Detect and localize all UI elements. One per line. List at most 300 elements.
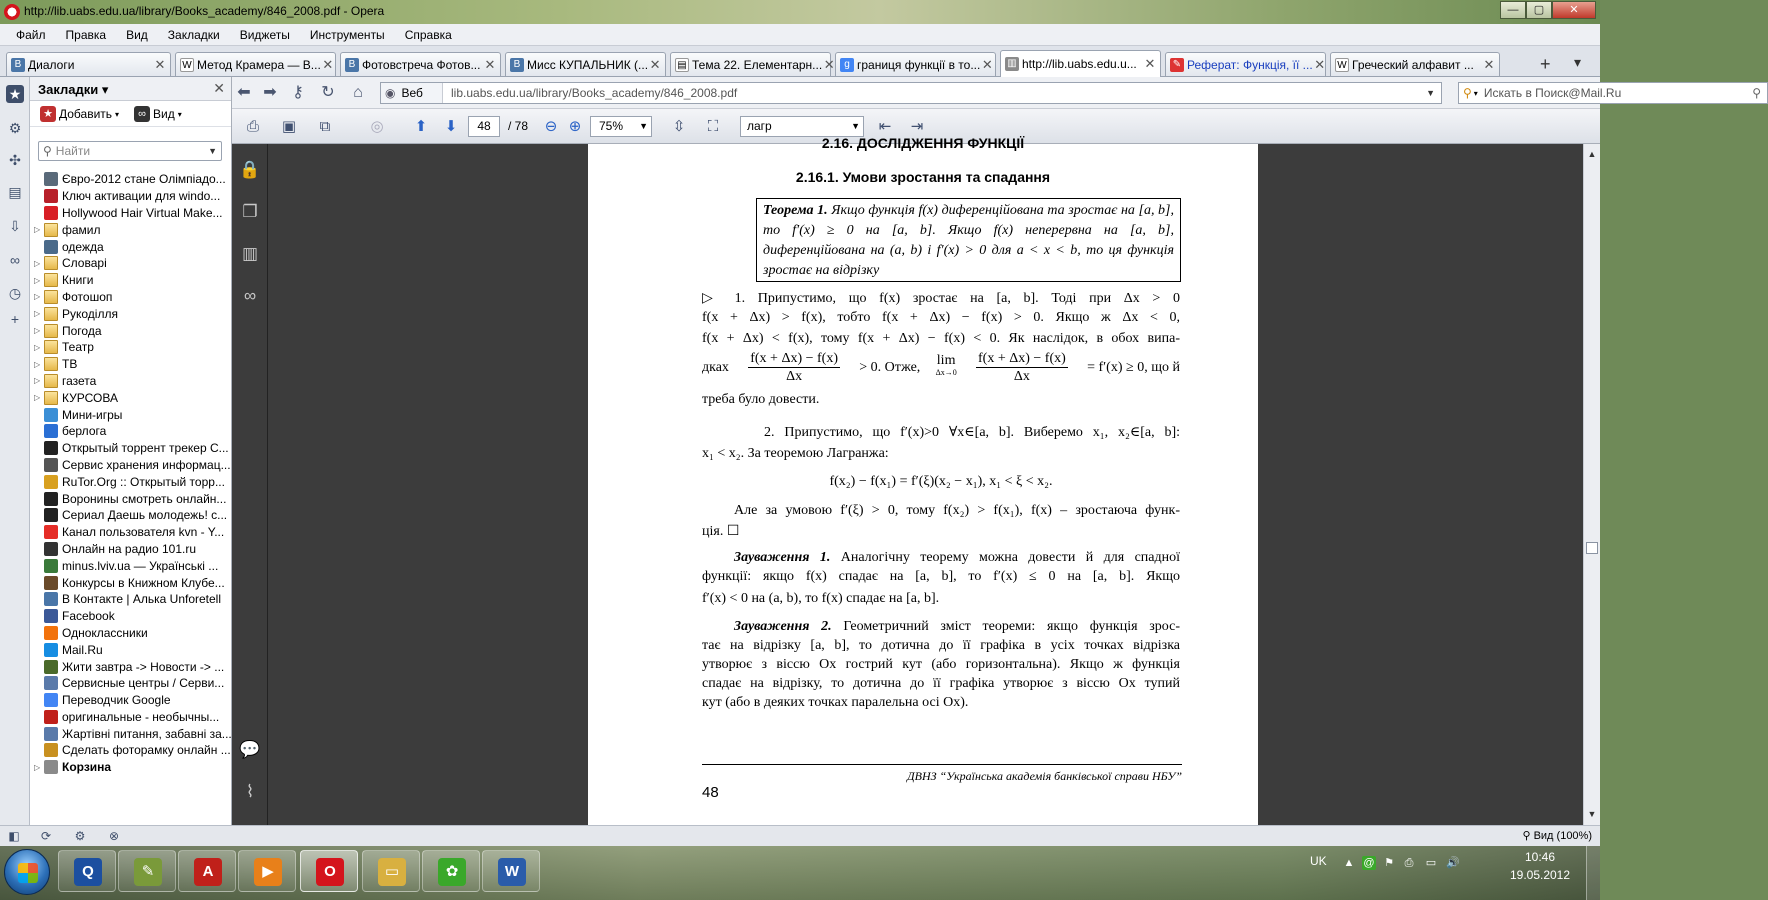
bookmark-label: Фотошоп [62,289,113,304]
bookmark-folder[interactable] [30,389,230,406]
qip-app-taskbar-button[interactable] [58,850,116,892]
zoom-out-button[interactable]: ⊖ [544,118,558,135]
folder-icon [44,223,58,237]
attachment-icon[interactable]: ⌇ [245,782,255,801]
bookmark-item[interactable] [30,524,230,541]
search-field[interactable]: ⚲ ▾ Искать в Поиск@Mail.Ru ⚲ [1458,82,1768,104]
tab-label: Метод Крамера — В... [197,57,321,72]
limit-quotient-numerator: f(x + Δx) − f(x) [978,350,1066,366]
tab-label: границя функції в то... [857,57,981,72]
status-bar [0,825,1600,846]
zoom-value: 75% [599,119,624,133]
bookmarks-panel-icon[interactable]: ★ [6,85,24,103]
tab-label: Греческий алфавит ... [1352,57,1474,72]
folder-icon [44,374,58,388]
tab[interactable] [340,52,501,76]
difference-quotient [748,350,840,385]
chapter-heading: 2.16. ДОСЛІДЖЕННЯ ФУНКЦІЇ [821,135,1025,151]
minimize-button[interactable]: — [1500,1,1526,19]
tab-menu-button[interactable]: ▾ [1574,54,1582,70]
add-bookmark-button[interactable]: ★ Добавить ▾ [40,106,119,122]
panel-selector-strip [0,77,30,825]
bookmark-label: Одноклассники [62,625,148,640]
menu-tools[interactable]: Инструменты [309,27,385,42]
folder-icon [44,273,58,287]
bookmark-item[interactable] [30,591,230,608]
bookmark-label: Сервисные центры / Серви... [62,676,225,691]
bookmark-item[interactable] [30,725,230,742]
binoculars-icon: ∞ [134,106,150,122]
bookmark-item[interactable] [30,759,230,776]
search-icon: ⚲ [43,144,52,158]
difference-quotient-denominator: Δx [786,368,803,384]
bookmark-label: Hollywood Hair Virtual Make... [62,205,223,220]
menu-bar [0,24,1600,46]
acrobat-app-icon: A [194,858,222,886]
wikipedia-icon: W [1335,58,1349,72]
remark2-line4: спадає на відрізку, то дотична до її графіка утворює з віссю Ox тупий [702,676,1180,691]
bookmark-item[interactable] [30,406,230,423]
expand-arrow-icon[interactable]: ▷ [34,376,41,386]
word-app-icon: W [498,858,526,886]
volume-tray-icon[interactable]: 🔊 [1446,857,1460,869]
bookmark-label: Воронины смотреть онлайн... [62,491,227,506]
word-app-taskbar-button[interactable] [482,850,540,892]
bookmark-item[interactable] [30,742,230,759]
bookmark-label: одежда [62,239,104,254]
tab[interactable] [835,52,996,76]
menu-help[interactable]: Справка [404,27,452,42]
close-window-button[interactable]: ✕ [1552,1,1596,19]
site-info-badge[interactable] [381,83,443,103]
bookmark-folder[interactable] [30,289,230,306]
page-total-label: / 78 [508,119,529,133]
bookmarks-title[interactable]: Закладки ▾ [38,82,109,97]
add-bookmark-icon: ★ [40,106,56,122]
close-tab-icon[interactable]: ✕ [823,56,835,72]
icq-app-taskbar-button[interactable] [422,850,480,892]
bookmark-folder[interactable] [30,221,230,238]
zoom-status[interactable]: ⚲ Вид (100%) [1522,830,1592,842]
toggle-panels-icon[interactable]: ◧ [8,829,20,843]
expand-arrow-icon[interactable]: ▷ [34,309,41,319]
bookmarks-list [30,171,230,776]
tree-icon [44,660,58,674]
ex-site-icon [44,458,58,472]
address-toolbar [232,77,1761,109]
previous-page-button[interactable]: ⬆ [414,118,428,135]
url-text[interactable]: lib.uabs.edu.ua/library/Books_academy/846_2008.pdf [451,86,738,100]
bookmark-label: Погода [62,323,102,338]
bookmark-label: minus.lviv.ua — Українські ... [62,558,219,573]
bookmark-item[interactable] [30,692,230,709]
zoom-status-label: Вид (100%) [1533,830,1592,842]
turbo-icon[interactable]: ⚙ [74,829,86,843]
close-tab-icon[interactable]: ✕ [981,56,993,72]
tab-label: Реферат: Функція, її ... [1187,57,1313,72]
tab[interactable] [6,52,171,76]
bookmark-item[interactable] [30,608,230,625]
find-previous-icon[interactable]: ⇤ [878,118,892,135]
windows-logo-icon [18,863,38,883]
rutor-icon [44,475,58,489]
zoom-in-button[interactable]: ⊕ [568,118,582,135]
bookmark-label: Сериал Даешь молодежь! с... [62,508,228,523]
bookmark-item[interactable] [30,490,230,507]
expand-arrow-icon[interactable]: ▷ [34,762,41,772]
tab-bar [0,46,1600,77]
cat-icon [44,492,58,506]
unite-status-icon[interactable]: ⊗ [108,829,120,843]
bookmark-item[interactable] [30,557,230,574]
bookmark-label: Открытый торрент трекер С... [62,441,229,456]
bookmark-label: берлога [62,424,107,439]
tab-label: Тема 22. Елементарн... [692,57,823,72]
bookmark-folder[interactable] [30,373,230,390]
forward-button[interactable]: ➡ [263,84,277,101]
view-options-label: Вид [153,107,175,121]
paint-app-icon: ✎ [134,858,162,886]
bookmark-item[interactable] [30,675,230,692]
tab[interactable] [1330,52,1500,76]
bookmark-item[interactable] [30,625,230,642]
conclusion-line1: Але за умовою f′(ξ) > 0, тому f(x₂) > f(x₁), f(x) – зростаюча функ- [734,503,1180,518]
pdf-viewport[interactable] [268,135,1583,825]
facebook-icon [44,609,58,623]
find-input[interactable]: лагр ▼ [740,116,864,137]
view-options-button[interactable]: ∞ Вид ▾ [134,106,182,122]
expand-arrow-icon[interactable]: ▷ [34,342,41,352]
device-tray-icon[interactable]: ⎙ [1404,857,1414,869]
proof1-line4-suffix: = f′(x) ≥ 0, що й [1087,359,1180,375]
close-panel-icon[interactable]: ✕ [213,80,225,96]
close-tab-icon[interactable]: ✕ [1144,56,1156,71]
bookmarks-search-placeholder: Найти [55,144,91,158]
proof1-line4-middle: > 0. Отже, [859,359,921,375]
proof1-line4-prefix: дках [702,359,729,375]
remark2-text: Геометричний зміст теореми: якщо функція зрос- [843,619,1180,634]
explorer-app-icon: ▭ [378,858,406,886]
bookmark-item[interactable] [30,171,230,188]
show-hidden-icons[interactable]: ▲ [1343,857,1355,869]
explorer-app-taskbar-button[interactable] [362,850,420,892]
expand-arrow-icon[interactable]: ▷ [34,275,41,285]
close-tab-icon[interactable]: ✕ [649,56,661,72]
bookmark-label: Театр [62,340,94,355]
games-icon [44,408,58,422]
pdf-side-tools [232,144,268,825]
tab-label: Мисс КУПАЛЬНИК (... [527,57,649,72]
bookmark-label: Мини-игры [62,407,123,422]
bookmark-label: Mail.Ru [62,642,103,657]
folder-icon [44,290,58,304]
bookmark-label: газета [62,373,97,388]
find-next-icon[interactable]: ⇥ [910,118,924,135]
remark1-text: Аналогічну теорему можна довести й для спадної [840,550,1181,565]
proof1-line4 [702,347,1180,387]
window-title: http://lib.uabs.edu.ua/library/Books_academy/846_2008.pdf - Opera [24,4,385,18]
lagrange-formula: f(x₂) − f(x₁) = f′(ξ)(x₂ − x₁), x₁ < ξ < x₂. [829,474,1053,489]
history-panel-icon[interactable]: ◷ [8,285,22,301]
bookmark-label: Жартівні питання, забавні за... [62,726,232,741]
sync-icon[interactable]: ⟳ [40,829,52,843]
folder-icon [44,357,58,371]
scroll-up-arrow[interactable]: ▲ [1587,149,1597,159]
bookmarks-toolbar [30,101,231,127]
fast-forward-key-icon[interactable]: ⚷ [292,84,304,101]
vertical-scrollbar[interactable] [1583,144,1600,825]
remark2-line5: кут (або в деяких точках паралельна осі Ox). [702,695,969,710]
search-go-icon[interactable]: ⚲ [1752,86,1761,100]
bookmark-item[interactable] [30,709,230,726]
media-player-app-icon: ▶ [254,858,282,886]
bookmark-item[interactable] [30,473,230,490]
search-placeholder: Искать в Поиск@Mail.Ru [1483,86,1622,100]
tab[interactable] [1000,50,1161,77]
opera-app-icon: O [316,858,344,886]
find-text: лагр [747,119,772,133]
tab[interactable] [1165,52,1326,76]
clock-time[interactable]: 10:46 [1524,850,1556,864]
bookmark-item[interactable] [30,541,230,558]
home-button[interactable]: ⌂ [353,84,363,101]
network-tray-icon[interactable]: ▭ [1425,857,1437,869]
save-icon[interactable]: ▣ [281,118,297,135]
bookmarks-search-input[interactable] [38,141,222,161]
bookmark-folder[interactable] [30,272,230,289]
page-footer: ДВНЗ “Українська академія банківської справи НБУ” [907,769,1182,783]
media-player-app-taskbar-button[interactable] [238,850,296,892]
proof1-line1: ▷ 1. Припустимо, що f(x) зростає на [a, b]. Тоді при Δx > 0 [702,291,1180,306]
fit-page-icon[interactable]: ⛶ [707,118,719,135]
folder-icon [44,391,58,405]
windows-taskbar [0,846,1600,900]
bookmark-folder[interactable] [30,255,230,272]
language-indicator[interactable]: UK [1310,854,1327,868]
remark1-label: Зауваження 1. [734,550,831,565]
tab-label: http://lib.uabs.edu.u... [1022,57,1137,71]
url-history-dropdown[interactable]: ▼ [1426,88,1435,98]
bookmark-label: Facebook [62,609,115,624]
bookmark-item[interactable] [30,440,230,457]
vk-icon: B [11,58,25,72]
radio-icon [44,542,58,556]
limit-quotient [976,350,1068,385]
bookmark-item[interactable] [30,423,230,440]
comment-icon[interactable]: ◎ [370,118,384,135]
proof2-line1: 2. Припустимо, що f′(x)>0 ∀x∈[a, b]. Виберемо x₁, x₂∈[a, b]: [764,425,1180,440]
remark1-line1 [734,548,1180,567]
system-tray [1300,846,1600,900]
odnoklassniki-icon [44,626,58,640]
tab[interactable] [505,52,666,76]
bookmark-folder[interactable] [30,356,230,373]
opera-logo-icon[interactable] [4,4,20,20]
links-panel-icon[interactable]: ∞ [10,252,20,268]
downloads-panel-icon[interactable]: ⇩ [9,218,21,234]
wikipedia-icon: W [180,58,194,72]
bookmark-folder[interactable] [30,339,230,356]
notes-panel-icon[interactable]: ▤ [8,184,22,200]
address-field[interactable] [380,82,1442,104]
footer-divider [702,764,1182,765]
add-panel-icon[interactable]: + [10,311,20,327]
bookmark-item[interactable] [30,188,230,205]
bookmark-label: Канал пользователя kvn - Y... [62,525,225,540]
star-service-icon [44,727,58,741]
tab-label: Диалоги [28,57,75,72]
tab-label: Фотовстреча Фотов... [362,57,481,72]
expand-arrow-icon[interactable]: ▷ [34,359,41,369]
bookmarks-header [30,77,231,101]
chevron-down-icon[interactable]: ▼ [208,146,217,156]
close-tab-icon[interactable]: ✕ [484,56,496,72]
opera-app-taskbar-button[interactable] [300,850,358,892]
expand-arrow-icon[interactable]: ▷ [34,326,41,336]
proof2-line2: x₁ < x₂. За теоремою Лагранжа: [702,446,889,461]
zoom-select[interactable]: 75% ▼ [590,116,652,137]
bookmark-label: Словарі [62,256,107,271]
bookmark-item[interactable] [30,238,230,255]
expand-arrow-icon[interactable]: ▷ [34,393,41,403]
mailru-icon [44,643,58,657]
google-icon: g [840,58,854,72]
close-tab-icon[interactable]: ✕ [154,56,166,72]
clock-date[interactable]: 19.05.2012 [1509,868,1571,882]
folder-icon [44,256,58,270]
folder-icon [44,307,58,321]
cat-icon [44,508,58,522]
window-titlebar[interactable] [0,0,1600,24]
menu-widgets[interactable]: Виджеты [239,27,290,42]
youtube-icon [44,525,58,539]
vk-icon [44,592,58,606]
expand-arrow-icon[interactable]: ▷ [34,292,41,302]
book-club-icon [44,576,58,590]
frame-icon [44,743,58,757]
bookmark-label: фамил [62,222,101,237]
bookmarks-icon[interactable]: ▥ [241,244,259,263]
close-tab-icon[interactable]: ✕ [1483,56,1495,72]
menu-edit[interactable]: Правка [65,27,107,42]
limit-operator [936,355,957,379]
pages-icon[interactable]: ❐ [242,202,258,221]
proof1-line2: f(x + Δx) > f(x), тобто f(x + Δx) − f(x) > 0. Якщо ж Δx < 0, [702,310,1180,325]
bookmark-item[interactable] [30,641,230,658]
film-icon [44,441,58,455]
menu-bookmarks[interactable]: Закладки [167,27,220,42]
unite-panel-icon[interactable]: ✣ [9,152,21,168]
globe-icon: ◉ [385,86,396,100]
page-number: 48 [702,784,719,801]
tab[interactable] [670,52,835,76]
theorem-label: Теорема 1. [763,203,828,218]
section-heading: 2.16.1. Умови зростання та спадання [795,169,1051,185]
print-icon[interactable]: ⎙ [246,118,259,135]
proof1-line3: f(x + Δx) < f(x), тому f(x + Δx) − f(x) < 0. Як наслідок, в обох випа- [702,331,1180,346]
bookmark-label: КУРСОВА [62,390,118,405]
bookmark-label: Жити завтра -> Новости -> ... [62,659,225,674]
key-site-icon [44,189,58,203]
bookmark-label: ТВ [62,357,78,372]
google-translate-icon [44,693,58,707]
acrobat-app-taskbar-button[interactable] [178,850,236,892]
qip-app-icon: Q [74,858,102,886]
expand-arrow-icon[interactable]: ▷ [34,258,41,268]
next-page-button[interactable]: ⬇ [444,118,458,135]
menu-view[interactable]: Вид [126,27,148,42]
bookmark-label: Онлайн на радио 101.ru [62,541,197,556]
find-icon[interactable]: ∞ [243,286,257,305]
star-service-icon [44,676,58,690]
bookmark-label: Сервис хранения информац... [62,457,231,472]
signal-bars-icon [44,559,58,573]
remark2-line2: тає на відрізку [a, b], то дотична до її графіка в усіх точках відрізка [702,638,1180,653]
bookmark-item[interactable] [30,457,230,474]
show-desktop-button[interactable] [1586,846,1600,900]
maximize-button[interactable]: ▢ [1526,1,1552,19]
pdf-page [588,135,1258,825]
icq-tray-icon[interactable]: @ [1363,857,1375,869]
vk-icon: B [345,58,359,72]
reload-button[interactable]: ↻ [321,84,335,101]
comments-icon[interactable]: 💬 [239,740,261,759]
remark1-line2: функції: якщо f(x) спадає на [a, b], то f′(x) ≤ 0 на [a, b]. Якщо [702,569,1180,584]
bookmark-folder[interactable] [30,305,230,322]
new-tab-button[interactable]: + [1540,54,1551,74]
theorem-text: Якщо функція f(x) диференційована та зростає на [a, b], то f′(x) ≥ 0 на [a, b]. Якщо f(x) неперервна на [a, b], диференційована на (a, b) і f′(x) > 0 для a < x < b, то ця функція зростає на відрізку [763,203,1174,278]
limit-subscript: Δx→0 [935,368,957,377]
globe-icon [44,172,58,186]
remark2-line3: утворює з віссю Ox гострий кут (або горизонтальна). Якщо ж функція [702,657,1180,672]
bookmark-label: Сделать фоторамку онлайн ... [62,743,231,758]
search-engine-icon[interactable]: ⚲ [1463,86,1472,100]
page-number-input[interactable]: 48 [468,116,500,137]
lock-icon[interactable]: 🔒 [239,160,261,179]
close-tab-icon[interactable]: ✕ [1314,56,1326,72]
scroll-thumb[interactable] [1586,542,1598,554]
paint-app-taskbar-button[interactable] [118,850,176,892]
fit-width-icon[interactable]: ⇳ [672,118,686,135]
icq-app-icon: ✿ [438,858,466,886]
remark2-line1 [734,617,1180,636]
scroll-down-arrow[interactable]: ▼ [1587,809,1597,819]
proof1-line5: треба було довести. [702,392,820,407]
bookmark-folder[interactable] [30,322,230,339]
close-tab-icon[interactable]: ✕ [322,56,334,72]
ladybug-icon [44,710,58,724]
back-button[interactable]: ⬅ [237,84,251,101]
bookmark-item[interactable] [30,658,230,675]
share-icon[interactable]: ⧉ [319,118,331,135]
bookmark-label: оригинальные - необычны... [62,709,220,724]
folder-icon [44,324,58,338]
bookmark-item[interactable] [30,574,230,591]
menu-file[interactable]: Файл [16,27,46,42]
bookmark-item[interactable] [30,205,230,222]
tab[interactable] [175,52,336,76]
difference-quotient-numerator: f(x + Δx) − f(x) [750,350,838,366]
widgets-panel-icon[interactable]: ⚙ [8,120,22,136]
limit-quotient-denominator: Δx [1013,368,1030,384]
bookmark-label: RuTor.Org :: Открытый торр... [62,474,225,489]
bookmark-item[interactable] [30,507,230,524]
expand-arrow-icon[interactable]: ▷ [34,225,41,235]
flag-tray-icon[interactable]: ⚑ [1384,857,1394,869]
bookmarks-panel [30,77,232,825]
bookmark-label: В Контакте | Алька Unforetell [62,592,222,607]
start-button[interactable] [4,849,50,895]
